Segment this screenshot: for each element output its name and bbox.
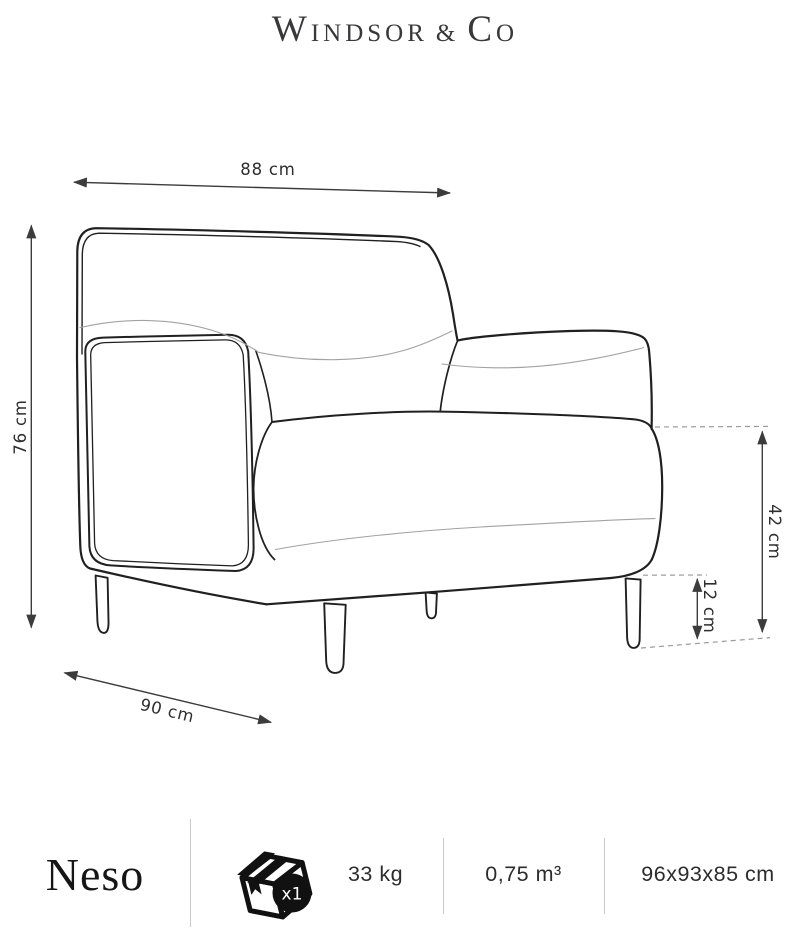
width-arrow — [74, 182, 450, 193]
brand-ampersand: & — [435, 20, 460, 47]
brand-letter: C — [467, 9, 497, 50]
width-label: 88 cm — [240, 160, 296, 179]
package-count: x1 — [281, 884, 303, 905]
package-size-cell — [604, 818, 790, 930]
product-name: Neso — [45, 848, 145, 900]
volume-cell — [443, 818, 604, 930]
left-arm-panel-piping — [91, 340, 249, 566]
product-name-cell — [0, 818, 190, 930]
brand-letter: W — [271, 9, 311, 50]
height-label: 76 cm — [11, 399, 30, 455]
volume-value: 0,75 m³ — [485, 861, 562, 886]
weight-value: 33 kg — [347, 861, 404, 886]
leg-front-right — [626, 578, 641, 648]
brand-letters: O — [496, 20, 519, 47]
divider — [190, 819, 191, 927]
depth-label: 90 cm — [138, 694, 197, 727]
leg-back-left — [96, 576, 109, 633]
brand-letters: INDSOR — [310, 20, 428, 47]
product-spec-bar — [0, 818, 790, 930]
leg-front-left — [324, 603, 346, 673]
armchair-outline — [77, 228, 662, 673]
seat-height-label: 42 cm — [765, 504, 784, 560]
dimension-arrows — [31, 182, 762, 722]
chair-legs — [96, 576, 641, 673]
weight-cell — [318, 818, 433, 930]
seat-top-edge — [272, 412, 652, 429]
leg-height-label: 12 cm — [700, 578, 719, 634]
dimension-labels — [11, 160, 784, 726]
seat-front-corner — [254, 422, 275, 560]
package-size-value: 96x93x85 cm — [641, 861, 775, 886]
leg-back-middle — [426, 592, 437, 618]
left-side-edge — [77, 357, 267, 604]
arm-seat-fold — [256, 351, 272, 422]
right-side-edge — [652, 429, 663, 560]
right-arm-inner-edge — [440, 341, 457, 412]
fabric-seams — [80, 320, 655, 549]
left-arm-panel — [85, 335, 253, 571]
base-bottom-edge — [267, 560, 652, 605]
package-icon — [226, 834, 321, 926]
